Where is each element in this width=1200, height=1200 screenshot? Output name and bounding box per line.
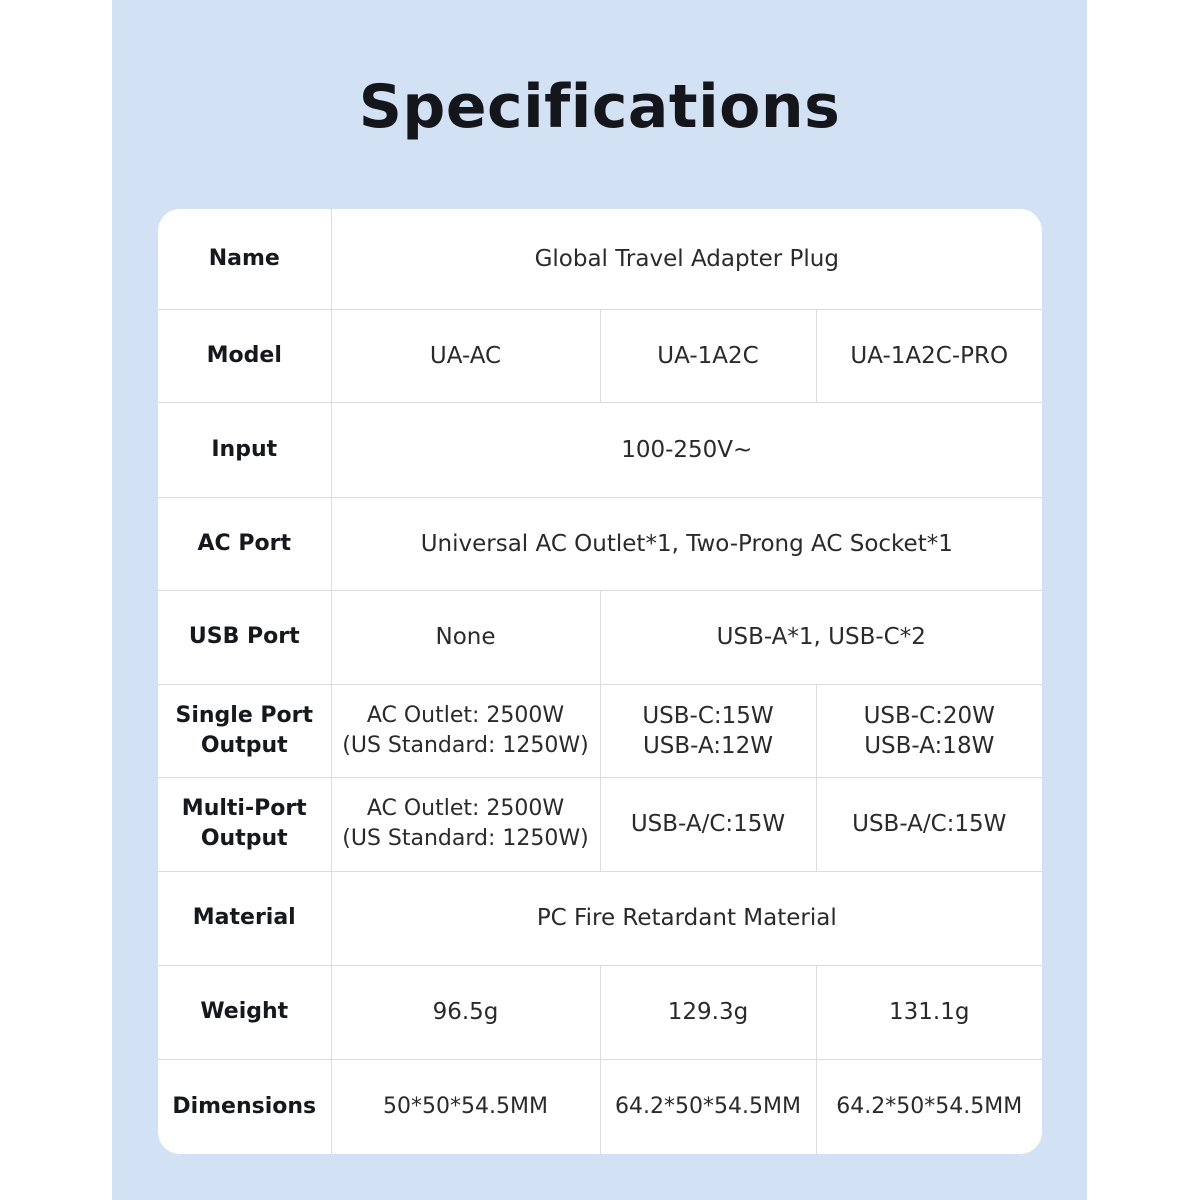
- page-title: Specifications: [358, 72, 841, 142]
- cell-multi-output-ua-1a2c-pro: USB-A/C:15W: [816, 777, 1042, 871]
- row-label-usb-port: USB Port: [158, 590, 331, 684]
- cell-single-output-ua-1a2c-pro: [816, 684, 1042, 777]
- cell-line: AC Outlet: 2500W: [366, 796, 565, 821]
- cell-single-output-ua-ac: [331, 684, 600, 777]
- cell-ac-port-value: Universal AC Outlet*1, Two-Prong AC Socket*1: [331, 497, 1042, 590]
- cell-dimensions-ua-ac: 50*50*54.5MM: [331, 1059, 600, 1154]
- row-label-line: Single Port: [175, 702, 314, 728]
- cell-multi-output-ua-1a2c: USB-A/C:15W: [600, 777, 816, 871]
- row-label-material: Material: [158, 871, 331, 965]
- table-row-material: [158, 871, 1042, 965]
- row-label-model: Model: [158, 309, 331, 402]
- cell-multi-output-ua-ac: [331, 777, 600, 871]
- cell-single-output-ua-1a2c: [600, 684, 816, 777]
- cell-line: USB-C:20W: [863, 702, 995, 729]
- table-row-input: [158, 402, 1042, 497]
- cell-model-ua-1a2c: UA-1A2C: [600, 309, 816, 402]
- table-row-model: [158, 309, 1042, 402]
- cell-model-ua-1a2c-pro: UA-1A2C-PRO: [816, 309, 1042, 402]
- row-label-line: Output: [200, 732, 288, 758]
- cell-model-ua-ac: UA-AC: [331, 309, 600, 402]
- row-label-single-port-output: [158, 684, 331, 777]
- row-label-ac-port: AC Port: [158, 497, 331, 590]
- cell-weight-ua-1a2c-pro: 131.1g: [816, 965, 1042, 1059]
- row-label-name: Name: [158, 209, 331, 309]
- table-row-dimensions: [158, 1059, 1042, 1154]
- row-label-dimensions: Dimensions: [172, 1093, 317, 1119]
- row-label-input: Input: [158, 402, 331, 497]
- cell-weight-ua-1a2c: 129.3g: [600, 965, 816, 1059]
- cell-weight-ua-ac: 96.5g: [331, 965, 600, 1059]
- row-label-multi-port-output: [158, 777, 331, 871]
- cell-input-value: 100-250V~: [331, 402, 1042, 497]
- specs-card: [158, 209, 1042, 1154]
- cell-line: (US Standard: 1250W): [342, 826, 589, 851]
- cell-name-value: Global Travel Adapter Plug: [331, 209, 1042, 309]
- cell-line: USB-A:12W: [642, 732, 774, 759]
- cell-line: (US Standard: 1250W): [342, 732, 589, 758]
- background-panel: [112, 0, 1087, 1200]
- cell-usb-port-others: USB-A*1, USB-C*2: [600, 590, 1042, 684]
- row-label-line: Multi-Port: [181, 796, 307, 821]
- table-row-weight: [158, 965, 1042, 1059]
- row-label-line: Output: [200, 826, 288, 851]
- cell-usb-port-ua-ac: None: [331, 590, 600, 684]
- table-row-ac-port: [158, 497, 1042, 590]
- cell-line: AC Outlet: 2500W: [366, 702, 565, 728]
- table-row-single-port-output: [158, 684, 1042, 777]
- table-row-name: [158, 209, 1042, 309]
- specs-table: [158, 209, 1042, 1154]
- cell-material-value: PC Fire Retardant Material: [331, 871, 1042, 965]
- cell-line: USB-A:18W: [864, 732, 995, 759]
- row-label-weight: Weight: [158, 965, 331, 1059]
- cell-dimensions-ua-1a2c-pro: 64.2*50*54.5MM: [816, 1059, 1042, 1154]
- cell-dimensions-ua-1a2c: 64.2*50*54.5MM: [600, 1059, 816, 1154]
- table-row-multi-port-output: [158, 777, 1042, 871]
- table-row-usb-port: [158, 590, 1042, 684]
- cell-line: USB-C:15W: [642, 702, 774, 729]
